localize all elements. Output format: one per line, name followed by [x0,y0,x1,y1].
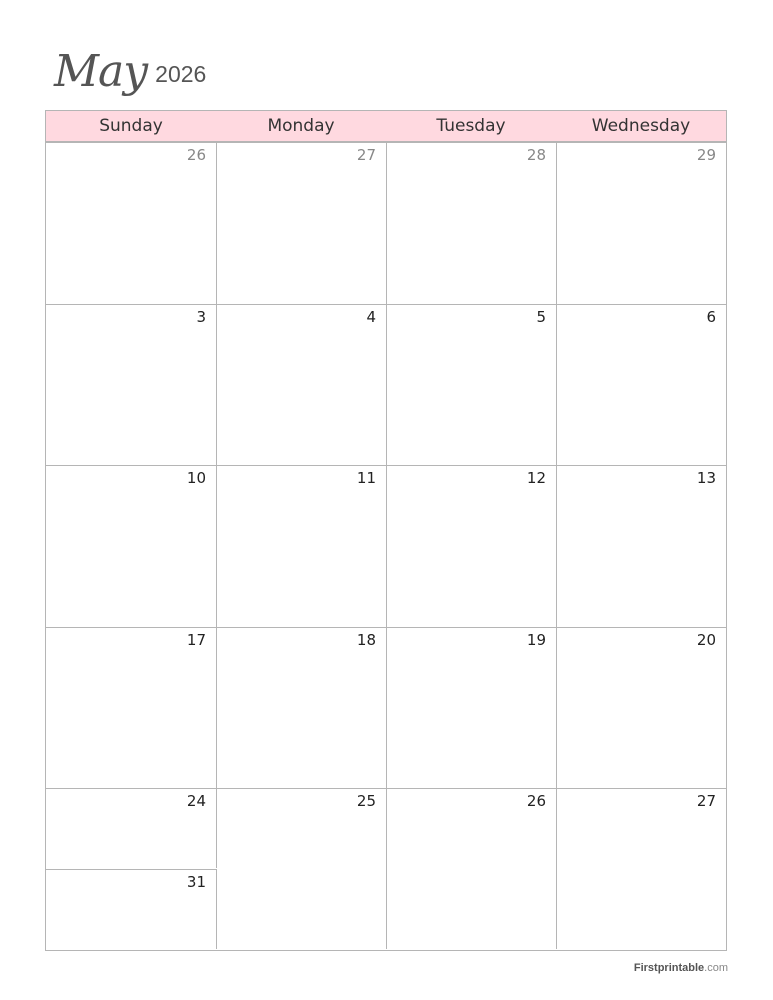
day-cell [387,627,557,789]
day-number: 26 [526,792,546,811]
day-number: 20 [696,630,716,649]
day-cell [46,869,217,949]
day-cell [46,142,217,304]
day-cell [557,627,726,789]
day-cell [46,465,217,627]
day-cell [217,627,387,789]
footer-domain: .com [704,962,728,974]
day-number: 27 [696,792,716,811]
day-number: 10 [186,469,206,488]
weekday-sunday: Sunday [99,116,163,136]
day-number: 28 [526,146,546,164]
day-cell [217,304,387,466]
day-cell [46,788,217,868]
day-cell [557,142,726,304]
day-number: 29 [696,146,716,164]
day-cell [217,142,387,304]
day-number: 25 [356,792,376,811]
day-cell [387,788,557,949]
calendar-title [54,40,206,110]
day-cell [217,788,387,949]
day-cell [387,304,557,466]
day-number: 24 [186,792,206,811]
day-cell [387,465,557,627]
year-label: 2026 [155,61,207,87]
day-cells [45,142,727,951]
day-number: 4 [366,307,376,326]
day-number: 27 [356,146,376,164]
day-cell [557,465,726,627]
day-number: 11 [356,469,376,488]
weekday-wednesday: Wednesday [591,116,691,136]
day-cell [217,465,387,627]
day-number: 5 [536,307,546,326]
day-cell [46,304,217,466]
day-number: 3 [196,307,206,326]
day-number: 26 [186,146,206,164]
weekday-monday: Monday [267,116,335,136]
day-number: 13 [696,469,716,488]
day-number: 12 [526,469,546,488]
month-name: May [54,46,148,97]
day-number: 18 [356,630,376,649]
day-cell [387,142,557,304]
footer-brand: Firstprintable [633,962,705,974]
weekday-tuesday: Tuesday [436,116,506,136]
day-number: 17 [186,630,206,649]
day-number: 19 [526,630,546,649]
day-cell [557,788,726,949]
day-number: 31 [186,873,206,892]
calendar-grid [45,110,728,951]
weekday-header-row [45,110,727,142]
footer-credit [634,962,728,974]
day-cell [557,304,726,466]
day-cell [46,627,217,789]
day-number: 6 [706,307,716,326]
